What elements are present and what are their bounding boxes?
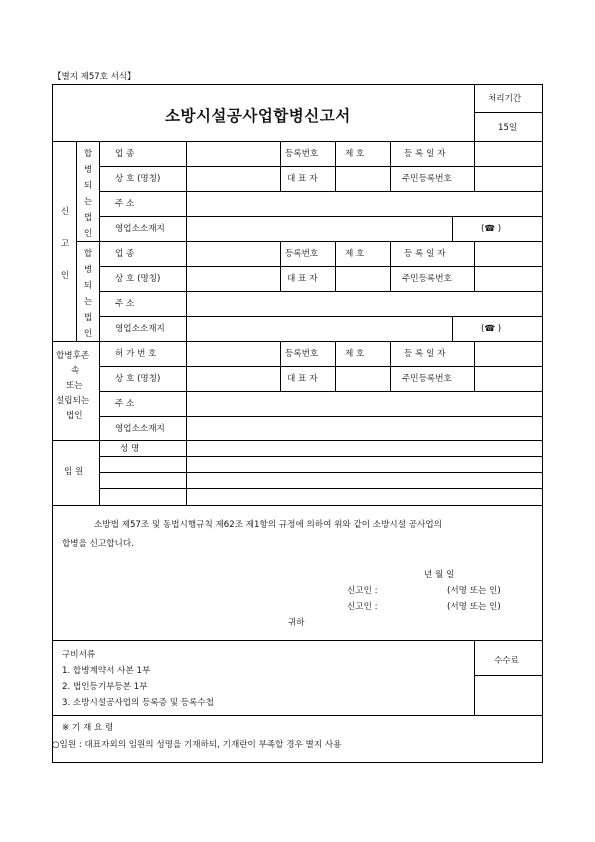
divider xyxy=(99,366,543,367)
trade-name-label: 상 호 (명칭) xyxy=(115,174,161,184)
surviving-corp-label: 설립되는 xyxy=(56,396,90,406)
processing-period-value: 15일 xyxy=(498,123,518,133)
divider xyxy=(99,456,543,457)
surviving-corp-label: 또는 xyxy=(66,381,83,391)
signer-label: 신고인 : xyxy=(347,602,378,612)
divider xyxy=(474,84,475,141)
divider xyxy=(52,341,543,342)
divider xyxy=(99,391,543,392)
merging-corp-label: 합 병 되 는 법 인 xyxy=(83,249,93,339)
reg-date-label: 등 록 일 자 xyxy=(404,249,446,259)
divider xyxy=(474,640,475,715)
merging-corp-label: 합 병 되 는 법 인 xyxy=(83,149,93,239)
office-location-label: 영업소소재지 xyxy=(115,424,165,434)
surviving-corp-label: 속 xyxy=(71,366,80,376)
office-location-label: 영업소소재지 xyxy=(115,324,165,334)
divider xyxy=(335,341,336,391)
divider xyxy=(474,675,543,676)
reg-no-value-label: 제 호 xyxy=(345,249,365,259)
date-line: 년 월 일 xyxy=(424,570,455,580)
recipient-label: 귀하 xyxy=(288,618,305,628)
instructions-header: ※ 기 재 요 령 xyxy=(62,723,114,733)
surviving-corp-label: 법인 xyxy=(66,411,83,421)
divider xyxy=(390,341,391,391)
reg-date-label: 등 록 일 자 xyxy=(404,149,446,159)
fee-label: 수수료 xyxy=(494,656,519,666)
phone-label: (☎ ) xyxy=(481,324,502,334)
divider xyxy=(390,141,391,191)
divider xyxy=(99,166,543,167)
surviving-corp-label: 합병후존 xyxy=(56,351,90,361)
required-documents-header: 구비서류 xyxy=(62,650,96,660)
officers-section-label: 임 원 xyxy=(64,467,84,477)
divider xyxy=(99,472,543,473)
divider xyxy=(474,241,475,291)
business-type-label: 업 종 xyxy=(115,149,135,159)
reg-no-value-label: 제 호 xyxy=(345,349,365,359)
reg-no-value-label: 제 호 xyxy=(345,149,365,159)
instructions-text: ○임원 : 대표자외의 임원의 성명을 기재하되, 기재란이 부족할 경우 별지 사용 xyxy=(52,740,342,750)
resident-no-label: 주민등록번호 xyxy=(402,374,452,384)
divider xyxy=(390,241,391,291)
business-type-label: 업 종 xyxy=(115,249,135,259)
divider xyxy=(99,266,543,267)
required-document-item: 2. 법인등기부등본 1부 xyxy=(62,682,148,692)
divider xyxy=(474,112,543,113)
reg-no-label: 등록번호 xyxy=(285,149,319,159)
divider xyxy=(280,341,281,391)
reg-no-label: 등록번호 xyxy=(285,249,319,259)
divider xyxy=(76,141,77,341)
divider xyxy=(474,341,475,391)
divider xyxy=(52,141,543,142)
divider xyxy=(335,141,336,191)
divider xyxy=(452,316,453,341)
resident-no-label: 주민등록번호 xyxy=(402,274,452,284)
phone-label: (☎ ) xyxy=(481,224,502,234)
reg-date-label: 등 록 일 자 xyxy=(404,349,446,359)
declaration-text: 소방법 제57조 및 동법시행규칙 제62조 제1항의 규정에 의하여 위와 같이 소방시설 공사업의 xyxy=(94,520,442,530)
divider xyxy=(99,216,543,217)
divider xyxy=(474,141,475,191)
officer-name-label: 성 명 xyxy=(120,444,140,454)
processing-period-label: 처리기간 xyxy=(488,94,522,104)
signer-label: 신고인 : xyxy=(347,586,378,596)
address-label: 주 소 xyxy=(115,199,135,209)
applicant-section-label: 신 고 인 xyxy=(60,207,70,281)
divider xyxy=(52,440,543,441)
form-title: 소방시설공사업합병신고서 xyxy=(165,107,351,125)
divider xyxy=(452,216,453,241)
divider xyxy=(99,316,543,317)
divider xyxy=(335,241,336,291)
declaration-text: 합병을 신고합니다. xyxy=(62,539,134,549)
divider xyxy=(280,141,281,191)
trade-name-label: 상 호 (명칭) xyxy=(115,374,161,384)
required-document-item: 1. 합병계약서 사본 1부 xyxy=(62,666,151,676)
license-no-label: 허 가 번 호 xyxy=(115,349,157,359)
divider xyxy=(186,141,187,505)
reg-no-label: 등록번호 xyxy=(285,349,319,359)
divider xyxy=(99,141,100,505)
divider xyxy=(76,241,543,242)
representative-label: 대 표 자 xyxy=(287,274,318,284)
address-label: 주 소 xyxy=(115,399,135,409)
divider xyxy=(99,488,543,489)
form-number-label: 【별지 제57호 서식】 xyxy=(53,72,136,82)
representative-label: 대 표 자 xyxy=(287,374,318,384)
resident-no-label: 주민등록번호 xyxy=(402,174,452,184)
required-document-item: 3. 소방시설공사업의 등록증 및 등록수첩 xyxy=(62,698,214,708)
divider xyxy=(99,191,543,192)
divider xyxy=(99,291,543,292)
divider xyxy=(99,416,543,417)
signature-label: (서명 또는 인) xyxy=(447,586,501,596)
divider xyxy=(52,505,543,506)
representative-label: 대 표 자 xyxy=(287,174,318,184)
signature-label: (서명 또는 인) xyxy=(447,602,501,612)
address-label: 주 소 xyxy=(115,299,135,309)
divider xyxy=(52,715,543,716)
divider xyxy=(52,640,543,641)
office-location-label: 영업소소재지 xyxy=(115,224,165,234)
trade-name-label: 상 호 (명칭) xyxy=(115,274,161,284)
divider xyxy=(280,241,281,291)
